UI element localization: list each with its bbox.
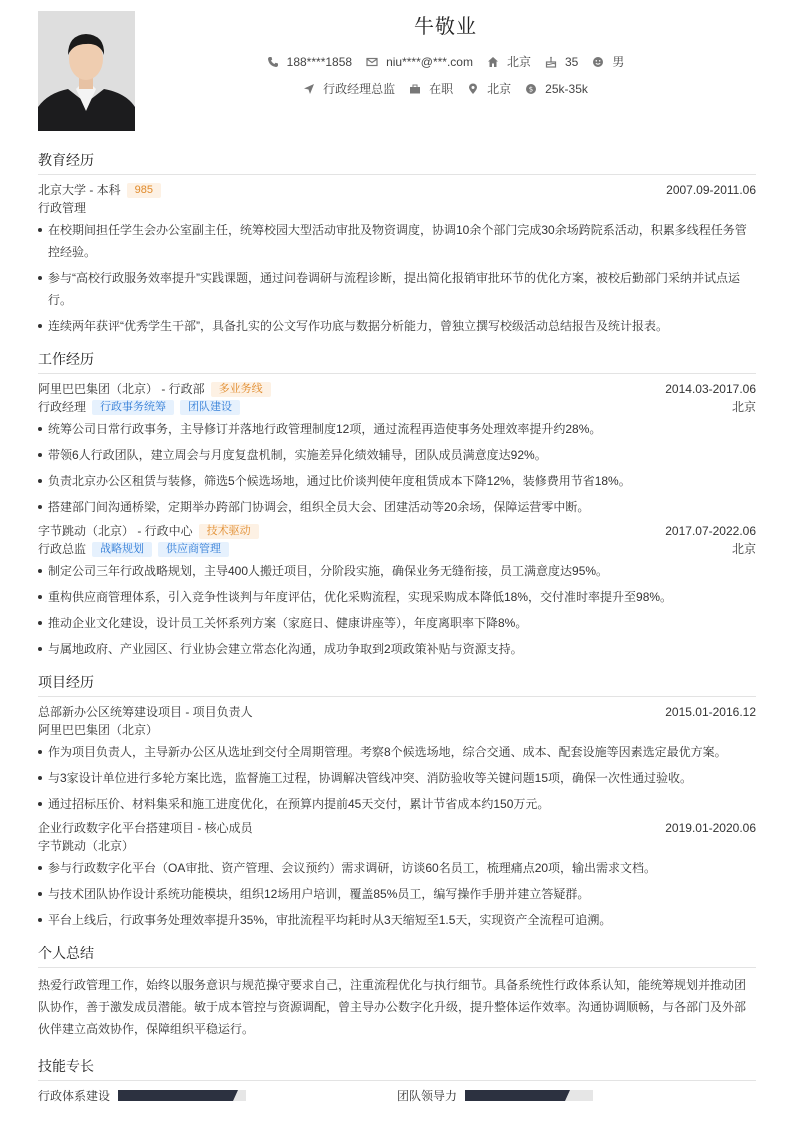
profile-photo (38, 11, 135, 131)
project-date: 2019.01-2020.06 (665, 821, 756, 835)
list-item: 在校期间担任学生会办公室副主任，统筹校园大型活动审批及物资调度，协调10余个部门完成30余场跨院系活动，积累多线程任务管控经验。 (38, 219, 756, 263)
job-position-row (38, 398, 756, 416)
project-bullets (38, 741, 756, 815)
target-position-item (303, 80, 395, 97)
list-item: 与技术团队协作设计系统功能模块，组织12场用户培训，覆盖85%员工，编写操作手册并建立答疑群。 (38, 883, 756, 905)
list-item: 负责北京办公区租赁与装修，筛选5个候选场地，通过比价谈判使年度租赁成本下降12%，装修费用节省18%。 (38, 470, 756, 492)
job-date: 2014.03-2017.06 (665, 382, 756, 396)
salary-text: 25k-35k (545, 81, 588, 96)
city-text: 北京 (506, 55, 531, 69)
target-city-item (467, 80, 511, 97)
email-icon (366, 56, 378, 68)
status-text: 在职 (429, 82, 454, 96)
candidate-name: 牛敬业 (414, 16, 477, 38)
job-location: 北京 (731, 400, 756, 414)
email-text: niu****@***.com (386, 54, 473, 69)
cake-icon (545, 56, 557, 68)
phone-item (267, 55, 352, 69)
status-item (409, 80, 453, 97)
section-title: 教育经历 (38, 150, 756, 175)
skills-list (38, 1087, 756, 1104)
project-org: 阿里巴巴集团（北京） (38, 723, 159, 737)
project-org-row (38, 837, 756, 855)
education-major-row (38, 199, 756, 217)
project-bullets (38, 857, 756, 931)
company-name: 阿里巴巴集团（北京） - 行政部 (38, 382, 205, 396)
job-position-row (38, 540, 756, 558)
section-title: 项目经历 (38, 672, 756, 697)
skill-tag: 供应商管理 (158, 542, 229, 557)
job-header (38, 380, 756, 398)
money-icon (525, 83, 537, 95)
skill-tag: 战略规划 (92, 542, 152, 557)
job-position: 行政总监 (38, 542, 87, 556)
summary-section (38, 943, 756, 1040)
school-name: 北京大学 - 本科 (38, 183, 121, 197)
projects-section (38, 672, 756, 931)
job-company-group (38, 380, 271, 398)
skill-level-bar (118, 1090, 246, 1101)
skill-name: 行政体系建设 (38, 1089, 111, 1103)
project-name: 企业行政数字化平台搭建项目 - 核心成员 (38, 821, 253, 835)
list-item: 重构供应商管理体系，引入竞争性谈判与年度评估，优化采购流程，实现采购成本降低18%，交付准时率提升至98%。 (38, 586, 756, 608)
job-entry (38, 522, 756, 660)
job-position-group (38, 540, 229, 558)
list-item: 推动企业文化建设，设计员工关怀系列方案（家庭日、健康讲座等），年度离职率下降8%。 (38, 612, 756, 634)
contact-row (135, 53, 756, 70)
summary-text: 热爱行政管理工作，始终以服务意识与规范操守要求自己，注重流程优化与执行细节。具备系统性行政体系认知，能统筹规划并推动团队协作，善于激发成员潜能。敏于成本管控与资源调配，曾主导办公数字化升级，提升整体运作效率。沟通协调顺畅，与各部门及外部伙伴建立高效协作，保障组织平稳运行。 (38, 978, 747, 1036)
job-bullets (38, 418, 756, 518)
list-item: 统筹公司日常行政事务，主导修订并落地行政管理制度12项，通过流程再造使事务处理效率提升约28%。 (38, 418, 756, 440)
education-bullets (38, 219, 756, 337)
home-icon (487, 56, 499, 68)
list-item: 通过招标压价、材料集采和施工进度优化，在预算内提前45天交付，累计节省成本约150万元。 (38, 793, 756, 815)
email-item (366, 55, 473, 69)
svg-text:$: $ (528, 85, 534, 94)
list-item: 作为项目负责人，主导新办公区从选址到交付全周期管理。考察8个候选场地，综合交通、成本、配套设施等因素选定最优方案。 (38, 741, 756, 763)
job-position: 行政经理 (38, 400, 87, 414)
skill-tag: 团队建设 (180, 400, 240, 415)
skill-tag: 行政事务统筹 (92, 400, 174, 415)
project-name: 总部新办公区统筹建设项目 - 项目负责人 (38, 705, 253, 719)
job-location: 北京 (731, 542, 756, 556)
school-tag: 985 (127, 183, 161, 198)
resume-header (38, 10, 756, 132)
education-section (38, 150, 756, 337)
education-major: 行政管理 (38, 201, 87, 215)
section-title: 工作经历 (38, 349, 756, 374)
skill-name: 团队领导力 (397, 1089, 458, 1103)
job-header (38, 522, 756, 540)
project-entry (38, 703, 756, 815)
list-item: 与属地政府、产业园区、行业协会建立常态化沟通，成功争取到2项政策补贴与资源支持。 (38, 638, 756, 660)
section-title: 技能专长 (38, 1056, 756, 1081)
resume-page (38, 10, 756, 1104)
skill-level-bar (465, 1090, 593, 1101)
salary-item (525, 82, 588, 96)
skill-level-fill (118, 1090, 233, 1101)
phone-text: 188****1858 (286, 54, 353, 69)
education-header (38, 181, 756, 199)
list-item: 搭建部门间沟通桥梁，定期举办跨部门协调会，组织全员大会、团建活动等20余场，保障运营零中断。 (38, 496, 756, 518)
smile-icon (592, 56, 604, 68)
list-item: 连续两年获评“优秀学生干部”，具备扎实的公文写作功底与数据分析能力，曾独立撰写校级活动总结报告及统计报表。 (38, 315, 756, 337)
age-text: 35 (564, 54, 579, 69)
section-title: 个人总结 (38, 943, 756, 968)
list-item: 带领6人行政团队，建立周会与月度复盘机制，实施差异化绩效辅导，团队成员满意度达92%。 (38, 444, 756, 466)
project-header (38, 819, 756, 837)
job-company-group (38, 522, 259, 540)
company-tag: 技术驱动 (199, 524, 259, 539)
education-school-group (38, 181, 161, 199)
age-item (545, 55, 578, 69)
gender-item (592, 53, 624, 70)
list-item: 参与行政数字化平台（OA审批、资产管理、会议预约）需求调研，访谈60名员工，梳理痛点20项，输出需求文档。 (38, 857, 756, 879)
city-item (487, 53, 531, 70)
project-org: 字节跳动（北京） (38, 839, 135, 853)
project-entry (38, 819, 756, 931)
project-org-row (38, 721, 756, 739)
target-city-text: 北京 (487, 82, 512, 96)
list-item: 与3家设计单位进行多轮方案比选，监督施工过程，协调解决管线冲突、消防验收等关键问题15项，确保一次性通过验收。 (38, 767, 756, 789)
company-tag: 多业务线 (211, 382, 271, 397)
education-date: 2007.09-2011.06 (666, 183, 756, 197)
send-icon (303, 83, 315, 95)
job-intent-row (135, 80, 756, 97)
briefcase-icon (409, 83, 421, 95)
job-position-group (38, 398, 240, 416)
company-name: 字节跳动（北京） - 行政中心 (38, 524, 193, 538)
project-date: 2015.01-2016.12 (665, 705, 756, 719)
gender-text: 男 (612, 55, 625, 69)
list-item: 参与“高校行政服务效率提升”实践课题，通过问卷调研与流程诊断，提出简化报销审批环节的优化方案，被校后勤部门采纳并试点运行。 (38, 267, 756, 311)
skill-item (38, 1087, 397, 1104)
work-section (38, 349, 756, 660)
skill-level-fill (465, 1090, 565, 1101)
list-item: 制定公司三年行政战略规划，主导400人搬迁项目，分阶段实施，确保业务无缝衔接，员工满意度达95%。 (38, 560, 756, 582)
location-pin-icon (467, 83, 479, 95)
target-position-text: 行政经理总监 (323, 82, 396, 96)
phone-icon (267, 56, 279, 68)
project-header (38, 703, 756, 721)
job-date: 2017.07-2022.06 (665, 524, 756, 538)
job-bullets (38, 560, 756, 660)
skills-section (38, 1056, 756, 1104)
skill-item (397, 1087, 756, 1104)
job-entry (38, 380, 756, 518)
list-item: 平台上线后，行政事务处理效率提升35%，审批流程平均耗时从3天缩短至1.5天，实现资产全流程可追溯。 (38, 909, 756, 931)
